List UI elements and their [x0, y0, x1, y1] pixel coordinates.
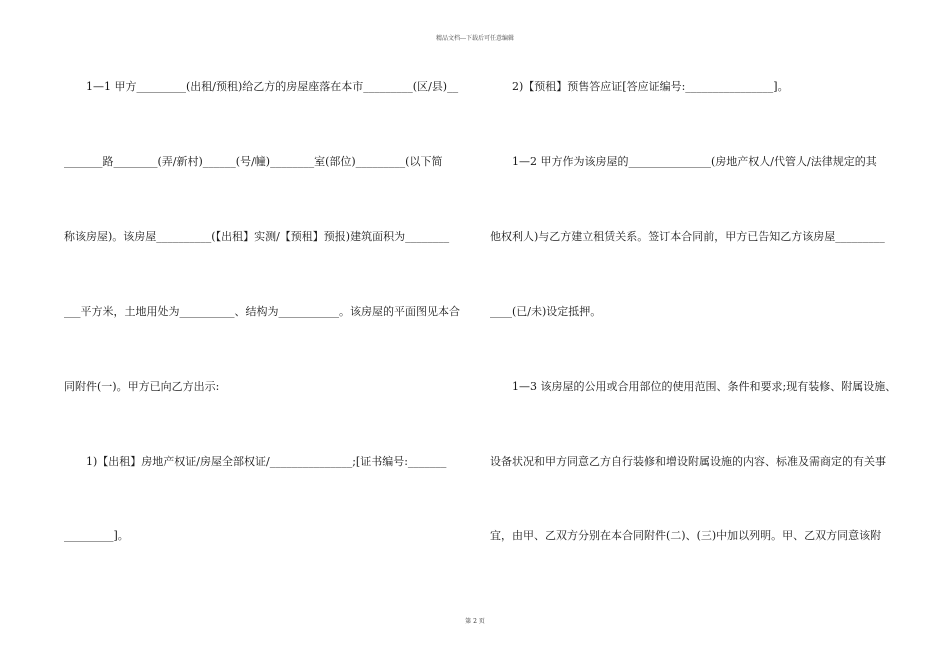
contract-clause-1-1-line-2: _______路________(弄/新村)______(号/幢)________室(部位)_________(以下简: [64, 155, 443, 168]
contract-clause-1-1-line-6: 1)【出租】房地产权证/房屋全部权证/_______________;[证书编号:_______: [86, 455, 447, 468]
contract-clause-1-2-line-2: 他权利人)与乙方建立租赁关系。签订本合同前，甲方已告知乙方该房屋_________: [490, 230, 885, 243]
page-number: 第 2 页: [465, 618, 485, 625]
contract-clause-2-line: 2)【预租】预售答应证[答应证编号:________________]。: [512, 80, 789, 93]
page-header: 精品文档---下载后可任意编辑: [435, 35, 515, 42]
contract-clause-1-1-line-5: 同附件(一)。甲方已向乙方出示:: [64, 380, 220, 393]
contract-clause-1-1-line-3: 称该房屋)。该房屋__________(【出租】实测/【预租】预报)建筑面积为________: [64, 230, 450, 243]
contract-clause-1-3-line-1: 1—3 该房屋的公用或合用部位的使用范围、条件和要求;现有装修、附属设施、: [512, 380, 897, 393]
contract-clause-1-1-line-7: _________]。: [64, 529, 129, 542]
contract-clause-1-1-line-4: ___平方米，土地用处为__________、结构为___________。该房屋的平面图见本合: [64, 305, 460, 318]
contract-clause-1-3-line-3: 宜，由甲、乙双方分别在本合同附件(二)、(三)中加以列明。甲、乙双方同意该附: [490, 529, 882, 542]
contract-clause-1-1-line-1: 1—1 甲方_________(出租/预租)给乙方的房屋座落在本市_________(区/县)__: [86, 80, 459, 93]
contract-clause-1-2-line-1: 1—2 甲方作为该房屋的_______________(房地产权人/代管人/法律规定的其: [512, 155, 877, 168]
contract-clause-1-2-line-3: ____(已/未)设定抵押。: [490, 305, 602, 318]
contract-clause-1-3-line-2: 设备状况和甲方同意乙方自行装修和增设附属设施的内容、标准及需商定的有关事: [490, 455, 886, 468]
